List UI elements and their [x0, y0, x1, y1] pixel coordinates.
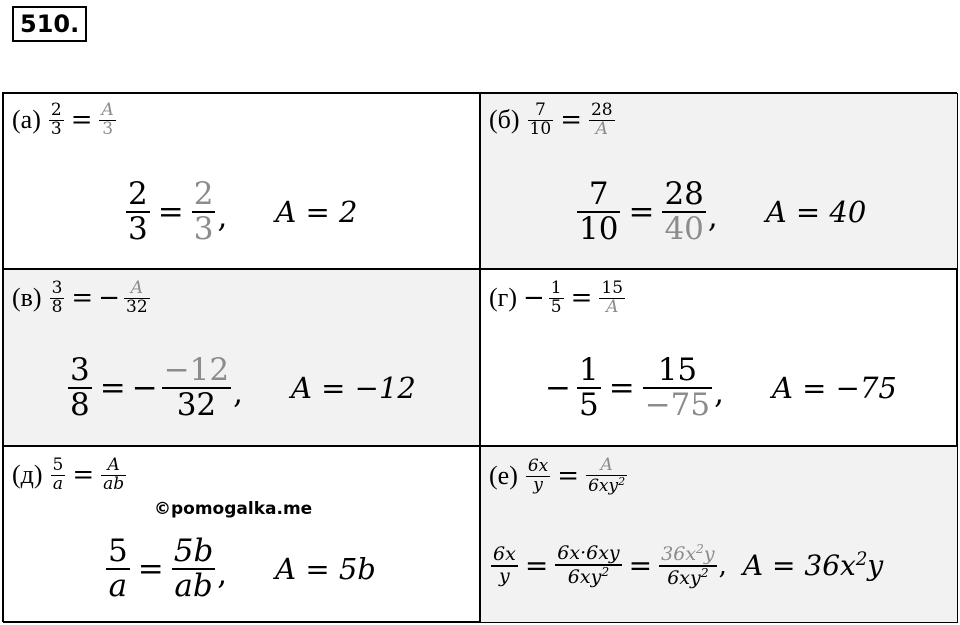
answer-v: A = −12: [290, 370, 416, 405]
answer-e: $A = 36x^2y$: [742, 549, 884, 583]
answer-b: A = 40: [765, 194, 867, 229]
solution-fraction-right: $\frac{2}{3}$: [193, 176, 214, 247]
cell-v: [3, 269, 480, 446]
solution-fraction-left: $\frac{2}{3}$: [128, 176, 148, 247]
cell-a: [3, 93, 480, 269]
task-g: (г) − $\frac{1}{5}$ = $\frac{15}{A}$: [489, 278, 624, 317]
task-e: (е) $\frac{6x}{y}$ = $\frac{A}{6xy^2}$: [489, 455, 626, 496]
label-g: (г): [489, 283, 517, 313]
label-a: (а): [12, 105, 41, 135]
cell-d: [3, 446, 480, 623]
solution-a: $\frac{2}{3}$ = $\frac{2}{3}$ , A = 2: [128, 176, 358, 247]
task-a: (а) $\frac{2}{3}$ = $\frac{A}{3}$: [12, 100, 114, 139]
answer-a: A = 2: [275, 194, 358, 229]
answer-g: A = −75: [771, 370, 897, 405]
cell-e: [480, 446, 958, 623]
solution-v: $\frac{3}{8}$ = − $\frac{-12}{32}$ , A = −12: [70, 352, 416, 423]
task-fraction-left: $\frac{2}{3}$: [50, 100, 62, 139]
label-e: (е): [489, 461, 518, 491]
answer-d: A = 5b: [275, 551, 376, 586]
solution-d: $\frac{5}{a}$ = $\frac{5b}{ab}$ , A = 5b: [108, 533, 376, 604]
watermark: ©pomogalka.me: [154, 499, 313, 519]
solution-e: $\frac{6x}{y}$ = $\frac{6x\cdot 6xy}{6xy^2}$ = $\frac{36x^2y}{6xy^2}$ , $A = 36x^2y$: [493, 541, 884, 589]
task-b: (б) $\frac{7}{10}$ = $\frac{28}{A}$: [489, 100, 613, 139]
problem-number: 510.: [12, 6, 87, 42]
label-b: (б): [489, 105, 520, 135]
cell-g: [480, 269, 958, 446]
task-v: (в) $\frac{3}{8}$ = − $\frac{A}{32}$: [12, 278, 148, 317]
label-v: (в): [12, 283, 42, 313]
solution-b: $\frac{7}{10}$ = $\frac{28}{40}$ , A = 40: [579, 176, 867, 247]
task-fraction-right: $\frac{A}{3}$: [101, 100, 114, 139]
task-d: (д) $\frac{5}{a}$ = $\frac{A}{ab}$: [12, 455, 125, 494]
label-d: (д): [12, 460, 43, 490]
solution-grid: [2, 92, 957, 622]
solution-g: − $\frac{1}{5}$ = $\frac{15}{-75}$ , A = −75: [545, 352, 897, 423]
cell-b: [480, 93, 958, 269]
